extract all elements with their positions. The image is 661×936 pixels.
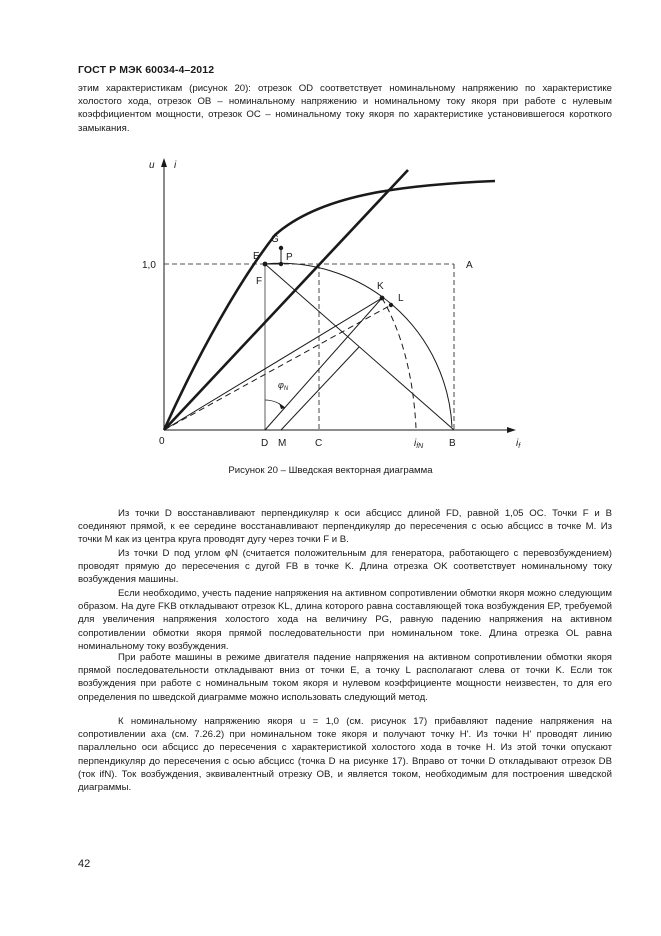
label-e: E (253, 251, 260, 262)
line-dk (265, 298, 382, 430)
paragraph-2: Из точки D под углом φN (считается положительным для генератора, работающего с перевозбуждением) проводят прямую до пересечения с дугой FB в точке K. Длина отрезка OK соответствует номинальному току возбуждения машины. (78, 548, 612, 586)
label-ifn: $i_{fN}$ (414, 438, 424, 450)
intro-paragraph: этим характеристикам (рисунок 20): отрезок OD соответствует номинальному напряжению по характеристике холостого хода, отрезок OB – номинальному напряжению и номинальному току якоря при работе с нулевым коэффициентом мощности, отрезок OC – номинальному току якоря по характеристике установившегося короткого замыкания. (78, 83, 612, 134)
line-ol-dashed (164, 305, 391, 430)
phi-angle-arrow (279, 403, 285, 409)
label-if: $i_f$ (516, 438, 521, 450)
label-k: K (377, 281, 384, 292)
point-l (389, 303, 393, 307)
label-one: 1,0 (142, 260, 156, 271)
document-header: ГОСТ Р МЭК 60034-4–2012 (78, 64, 215, 76)
no-load-characteristic (164, 181, 495, 430)
label-p: P (286, 252, 293, 263)
y-axis-arrow (161, 158, 167, 167)
point-p (279, 262, 283, 266)
label-phi: $\varphi_N$ (278, 380, 289, 392)
paragraph-4: При работе машины в режиме двигателя падение напряжения на активном сопротивлении обмотки якоря прямой последовательности откладывают вниз от точки E, а точку L располагают слева от точки K. Если ток возбуждения при работе с номинальным током якоря и нулевом коэффициенте мощности неизвестен, то для его определения по шведской диаграмме можно использовать следующий метод. (78, 652, 612, 703)
label-b: B (449, 438, 456, 449)
label-g: G (271, 234, 279, 245)
point-g (279, 246, 283, 250)
label-origin: 0 (159, 436, 165, 447)
x-axis-arrow (507, 427, 516, 433)
line-fb (265, 264, 454, 430)
label-c: C (315, 438, 323, 449)
perpendicular-to-m (281, 347, 359, 430)
label-f: F (256, 276, 263, 287)
page-number: 42 (78, 858, 91, 870)
label-l: L (398, 293, 404, 304)
arc-fkb (265, 263, 452, 427)
point-e (263, 262, 268, 267)
label-d: D (261, 438, 269, 449)
figure-caption: Рисунок 20 – Шведская векторная диаграмма (228, 465, 433, 476)
label-a: A (466, 260, 473, 271)
label-m: M (278, 438, 287, 449)
paragraph-1: Из точки D восстанавливают перпендикуляр к оси абсцисс длиной FD, равной 1,05 OC. Точки F и B соединяют прямой, к ее середине восстанавливают перпендикуляр до пересечения с осью абсцисс в точке M. Из точки M как из центра круга проводят дугу через точки F и B. (78, 508, 612, 546)
label-i: i (174, 160, 177, 171)
paragraph-3: Если необходимо, учесть падение напряжения на активном сопротивлении обмотки якоря можно следующим образом. На дуге FKB откладывают отрезок KL, длина которого равна составляющей тока возбуждения EP, требуемой для увеличения напряжения холостого хода на величину PG, равную падению напряжения на активном сопротивлении обмотки якоря прямой последовательности при номинальном токе. Длина отрезка OL равна номинальному току возбуждения. (78, 588, 612, 652)
swedish-vector-diagram (130, 150, 530, 455)
point-k (380, 296, 385, 301)
dashed-arc-l (382, 298, 416, 428)
label-u: u (149, 160, 155, 171)
paragraph-5: К номинальному напряжению якоря u = 1,0 (см. рисунок 17) прибавляют падение напряжения на сопротивлении axa (см. 7.26.2) при номинальном токе якоря и получают точку H'. Из точки H' проводят линию параллельно оси абсцисс до пересечения с характеристикой холостого хода в точке H. Из этой точки опускают перпендикуляр до пересечения с осью абсцисс (точка D на рисунке 17). Вправо от точки D откладывают отрезок DB (ток ifN). Ток возбуждения, эквивалентный отрезку OB, и является током, необходимым для построения шведской диаграммы. (78, 716, 612, 794)
